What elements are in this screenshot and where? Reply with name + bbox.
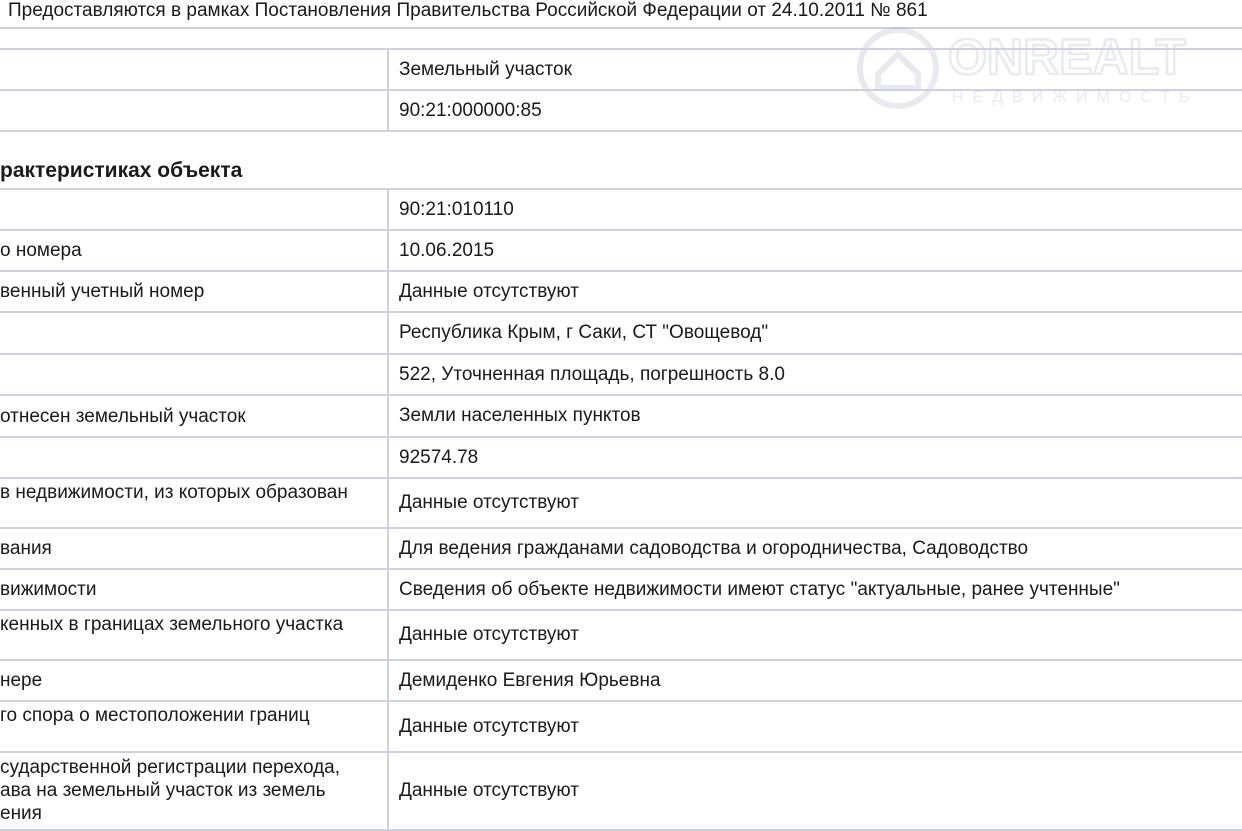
row-value: Сведения об объекте недвижимости имеют статус "актуальные, ранее учтенные" xyxy=(388,569,1242,610)
table-row xyxy=(0,49,1242,90)
row-label-line: ения xyxy=(0,803,42,824)
document-header: Предоставляются в рамках Постановления Правительства Российской Федерации от 24.10.2011 № 861 xyxy=(8,0,928,21)
row-label-line: сударственной регистрации перехода, xyxy=(0,757,341,778)
row-value: 92574.78 xyxy=(388,437,1242,478)
row-value: Демиденко Евгения Юрьевна xyxy=(388,660,1242,701)
row-label: вижимости xyxy=(0,569,388,610)
row-value: 522, Уточненная площадь, погрешность 8.0 xyxy=(388,354,1242,395)
row-label: венный учетный номер xyxy=(0,271,388,312)
row-value: Для ведения гражданами садоводства и огородничества, Садоводство xyxy=(388,528,1242,569)
row-value: 10.06.2015 xyxy=(388,230,1242,271)
row-label: о номера xyxy=(0,230,388,271)
table-row xyxy=(0,478,1242,528)
watermark-subtitle: НЕДВИЖИМОСТЬ xyxy=(952,89,1199,106)
row-label xyxy=(0,49,388,90)
row-value: Земельный участок xyxy=(388,49,1242,90)
table-row xyxy=(0,701,1242,752)
table-row xyxy=(0,230,1242,271)
row-label xyxy=(0,189,388,230)
row-label: го спора о местоположении границ xyxy=(0,701,388,752)
row-value: Земли населенных пунктов xyxy=(388,395,1242,437)
characteristics-table xyxy=(0,188,1242,831)
table-row xyxy=(0,569,1242,610)
object-table xyxy=(0,48,1242,132)
table-row xyxy=(0,354,1242,395)
row-label: вания xyxy=(0,528,388,569)
table-row xyxy=(0,610,1242,660)
row-label: нере xyxy=(0,660,388,701)
row-value: Данные отсутствуют xyxy=(388,752,1242,830)
table-row xyxy=(0,271,1242,312)
row-value: 90:21:000000:85 xyxy=(388,90,1242,131)
row-value: Данные отсутствуют xyxy=(388,478,1242,528)
row-value: Данные отсутствуют xyxy=(388,271,1242,312)
header-divider xyxy=(0,27,1242,29)
row-label xyxy=(0,437,388,478)
row-label xyxy=(0,90,388,131)
watermark-brand: ONREALT xyxy=(948,29,1186,85)
row-label xyxy=(0,752,388,830)
table-row xyxy=(0,437,1242,478)
row-value: Республика Крым, г Саки, СТ "Овощевод" xyxy=(388,312,1242,354)
row-value: Данные отсутствуют xyxy=(388,701,1242,752)
table-row xyxy=(0,312,1242,354)
table-row xyxy=(0,528,1242,569)
section-title: рактеристиках объекта xyxy=(0,159,243,182)
row-label-line: ава на земельный участок из земель xyxy=(0,780,326,801)
table-row xyxy=(0,189,1242,230)
row-label xyxy=(0,312,388,354)
table-row xyxy=(0,395,1242,437)
row-label xyxy=(0,354,388,395)
table-row xyxy=(0,752,1242,830)
table-row xyxy=(0,660,1242,701)
table-row xyxy=(0,90,1242,131)
row-value: 90:21:010110 xyxy=(388,189,1242,230)
row-value: Данные отсутствуют xyxy=(388,610,1242,660)
row-label: отнесен земельный участок xyxy=(0,395,388,437)
row-label: кенных в границах земельного участка xyxy=(0,610,388,660)
row-label: в недвижимости, из которых образован xyxy=(0,478,388,528)
